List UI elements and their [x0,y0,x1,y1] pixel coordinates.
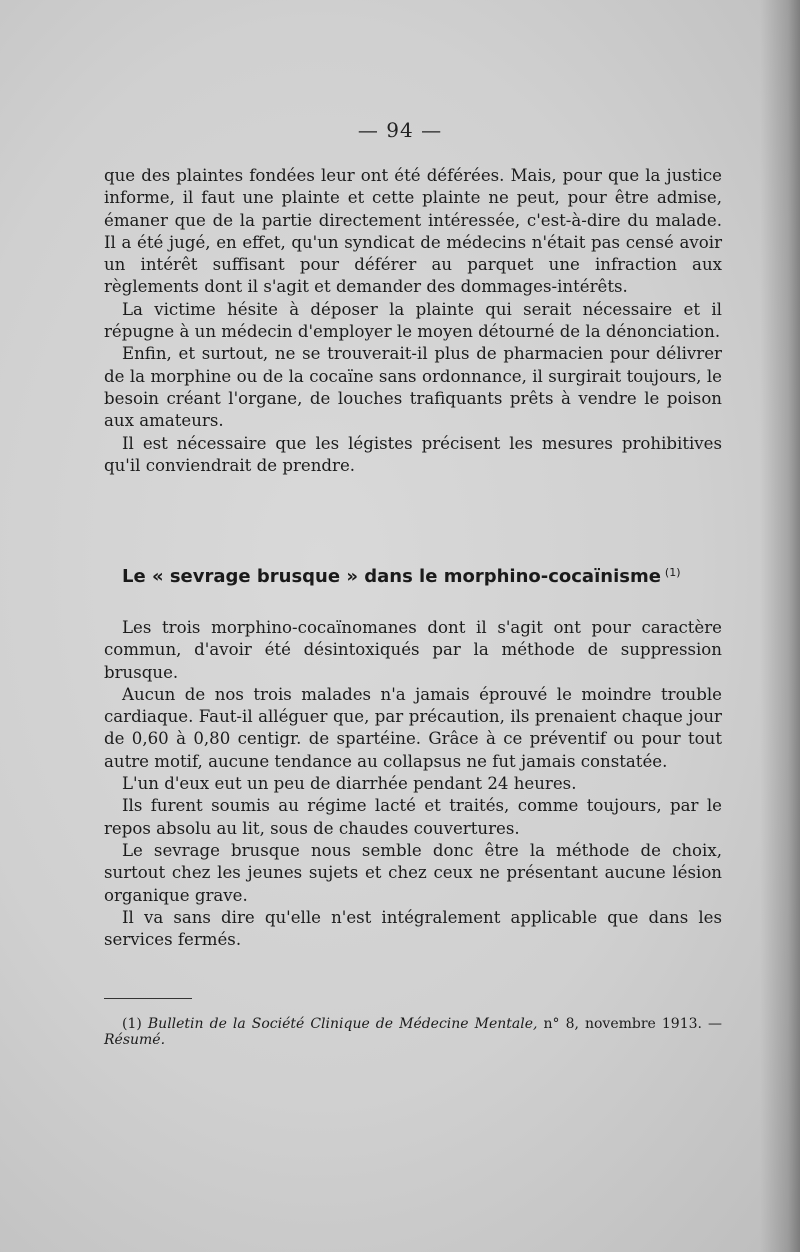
footnote-number: (1) [122,1016,142,1032]
section-heading-text: Le « sevrage brusque » dans le morphino-cocaïnisme [122,566,661,587]
footnote [104,1016,722,1048]
paragraph: Les trois morphino-cocaïnomanes dont il s'agit ont pour caractère commun, d'avoir été désintoxiqués par la méthode de suppression brusque. [104,618,722,682]
footnote-summary: Résumé. [104,1032,166,1048]
paragraph: Il va sans dire qu'elle n'est intégralement applicable que dans les services fermés. [104,907,722,950]
text-block-lower [104,617,722,951]
page-edge-shadow [760,0,800,1252]
paragraph: Il est nécessaire que les légistes précisent les mesures prohibitives qu'il conviendrait de prendre. [104,433,722,475]
page-number: — 94 — [357,118,443,142]
paragraph: L'un d'eux eut un peu de diarrhée pendant 24 heures. [122,774,577,794]
footnote-source: Bulletin de la Société Clinique de Médecine Mentale, [147,1016,538,1032]
paragraph: que des plaintes fondées leur ont été déférées. Mais, pour que la justice informe, il faut une plainte et cette plainte ne peut, pour être admise, émaner que de la partie directement intéressée, c'est-à-dire du malade. Il a été jugé, en effet, qu'un syndicat de médecins n'était pas censé avoir un intérêt suffisant pour déférer au parquet une infraction aux règlements dont il s'agit et demander des dommages-intérêts. [104,166,722,297]
footnote-detail: n° 8, novembre 1913. — [543,1016,723,1032]
paragraph: La victime hésite à déposer la plainte qui serait nécessaire et il répugne à un médecin d'employer le moyen détourné de la dénonciation. [104,299,722,342]
paragraph: Aucun de nos trois malades n'a jamais éprouvé le moindre trouble cardiaque. Faut-il alléguer que, par précaution, ils prenaient chaque jour de 0,60 à 0,80 centigr. de spartéine. Grâce à ce préventif ou pour tout autre motif, aucune tendance au collapsus ne fut jamais constatée. [104,684,722,771]
paragraph: Enfin, et surtout, ne se trouverait-il plus de pharmacien pour délivrer de la morphine ou de la cocaïne sans ordonnance, il surgirait toujours, le besoin créant l'organe, de louches trafiquants prêts à vendre le poison aux amateurs. [104,344,722,431]
paragraph: Le sevrage brusque nous semble donc être la méthode de choix, surtout chez les jeunes sujets et chez ceux ne présentant aucune lésion organique grave. [104,840,722,905]
footnote-divider [104,998,192,999]
section-heading [122,566,722,587]
paragraph: Ils furent soumis au régime lacté et traités, comme toujours, par le repos absolu au lit, sous de chaudes couvertures. [104,796,722,838]
text-block-upper [104,165,722,477]
footnote-reference: (1) [664,566,681,579]
